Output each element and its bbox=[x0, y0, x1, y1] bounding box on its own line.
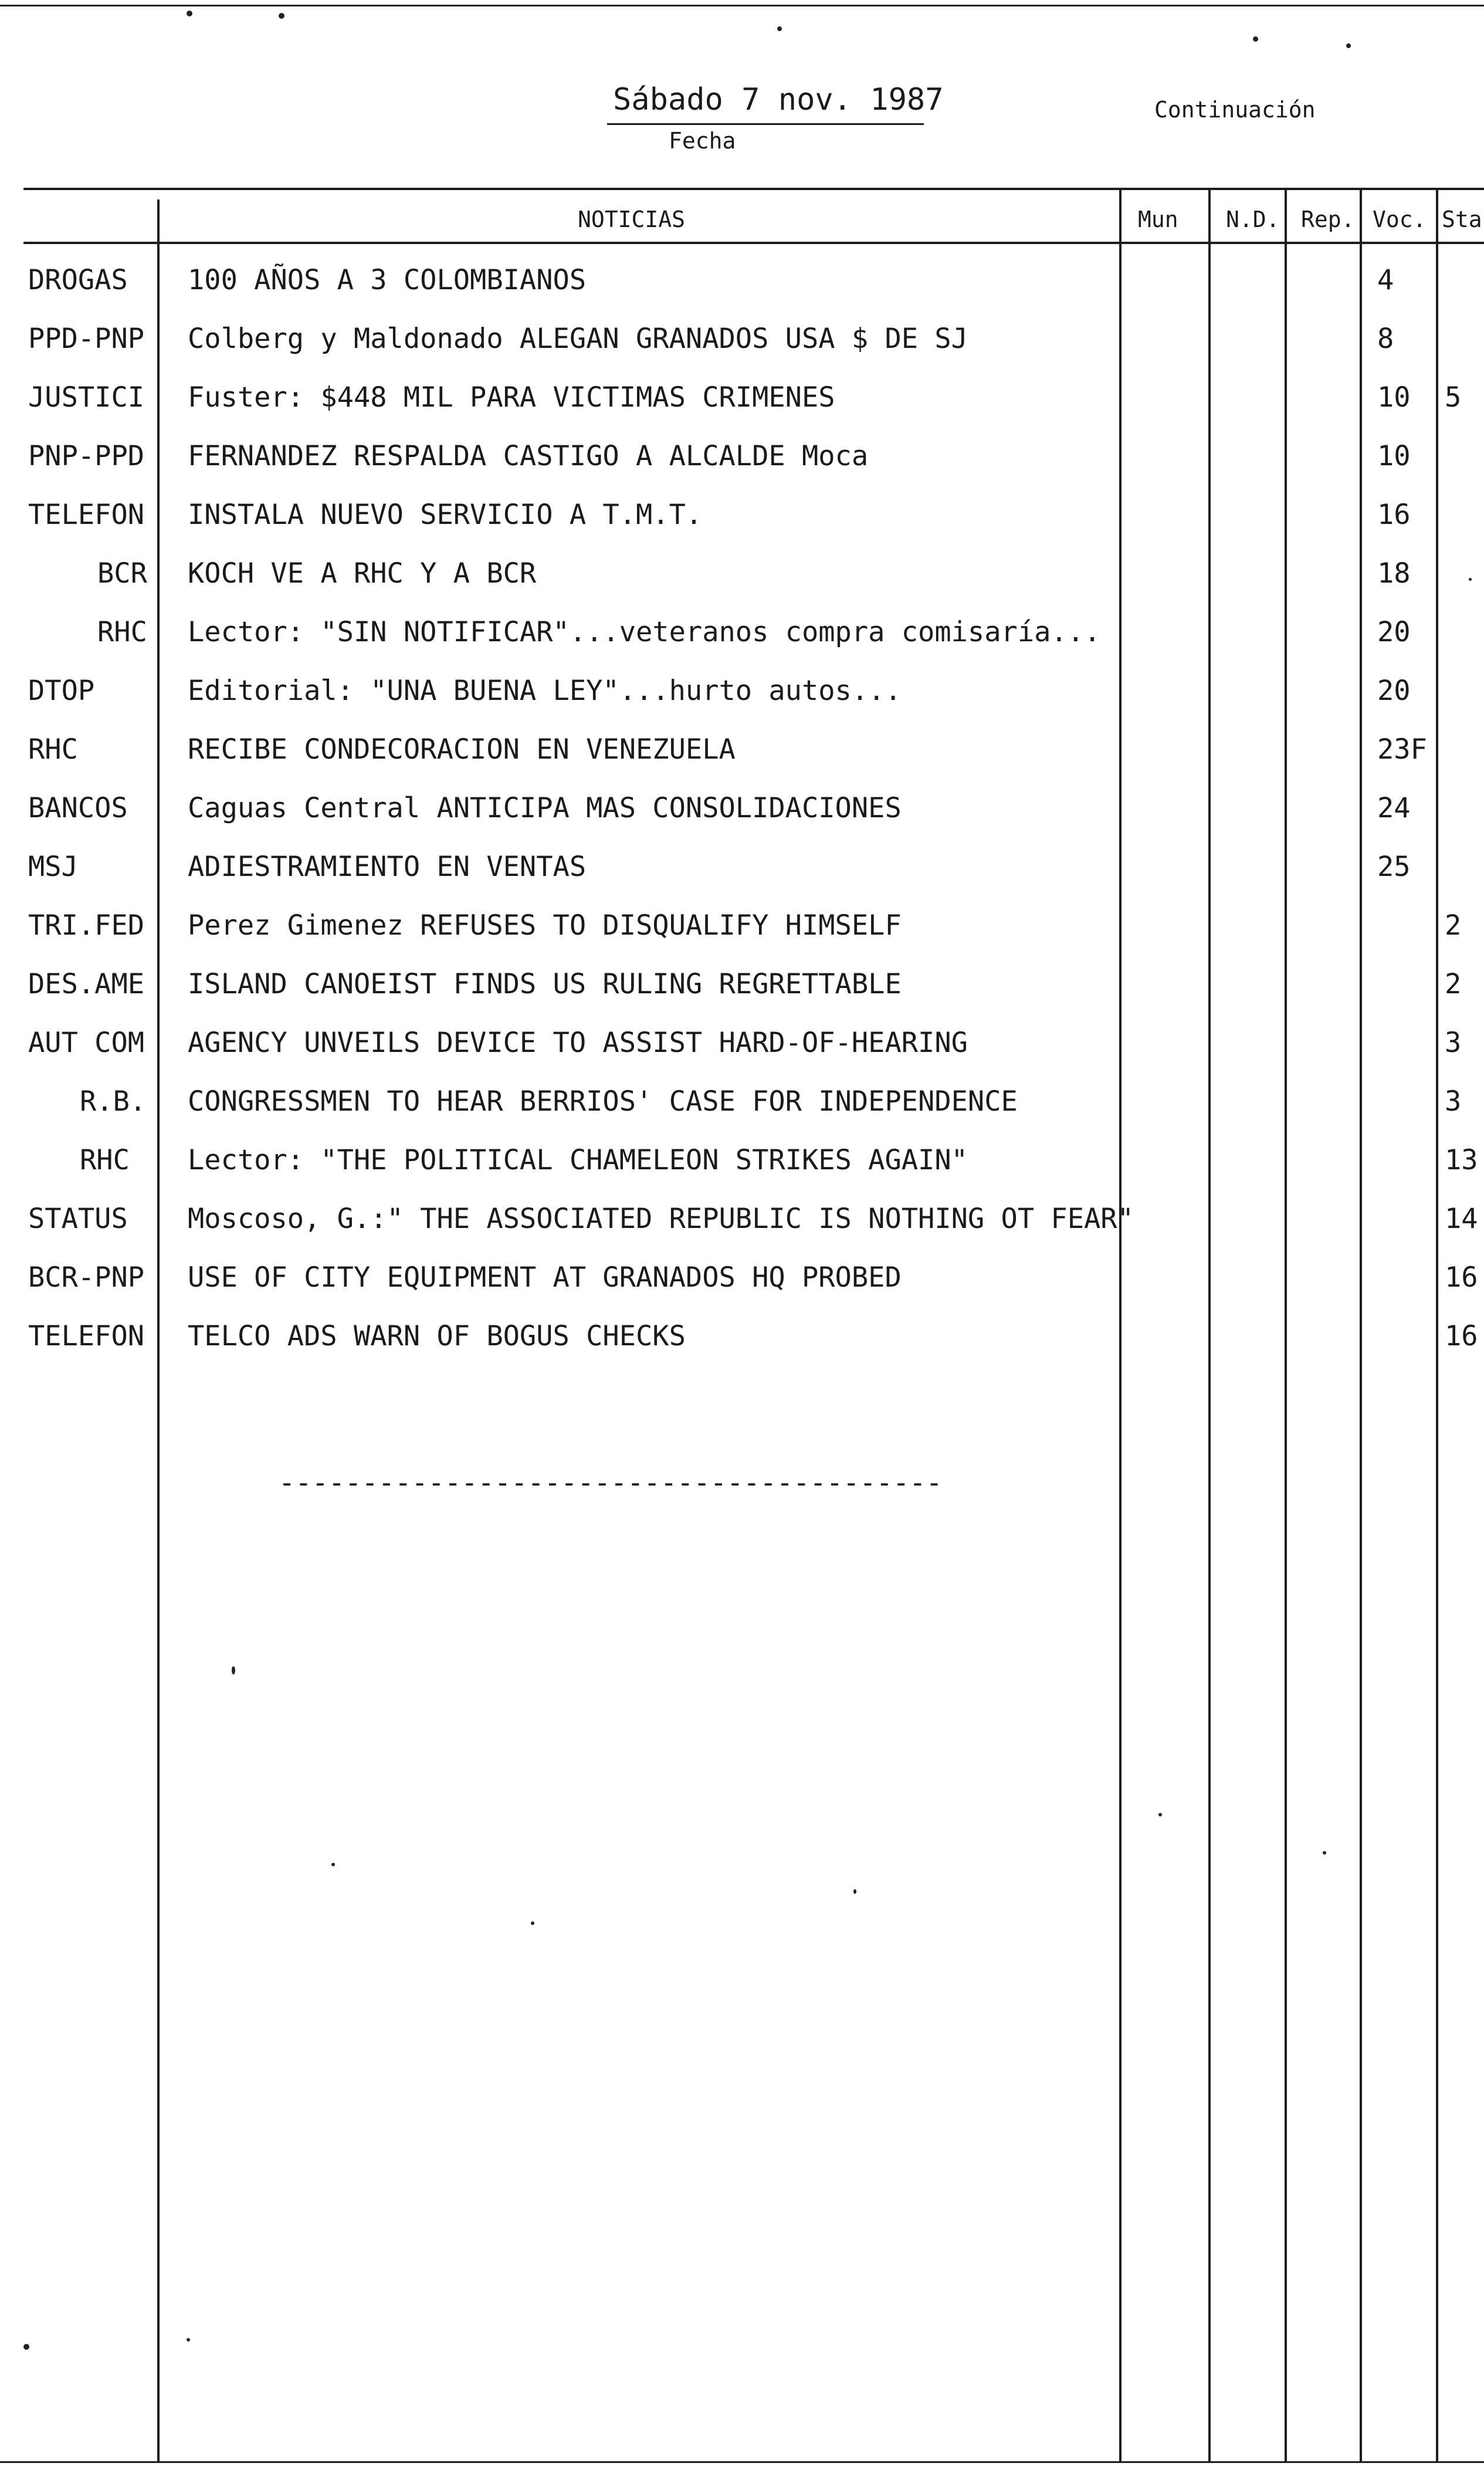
row-tag: BANCOS bbox=[28, 792, 128, 824]
col-header-noticias: NOTICIAS bbox=[578, 207, 686, 232]
table-top-rule bbox=[23, 188, 1484, 190]
scan-speck bbox=[777, 26, 782, 31]
row-headline: 100 AÑOS A 3 COLOMBIANOS bbox=[188, 264, 587, 296]
row-tag: DROGAS bbox=[28, 264, 128, 296]
rule-after-tag bbox=[157, 199, 160, 2461]
date: Sábado 7 nov. 1987 bbox=[613, 82, 944, 117]
row-tag: DES.AME bbox=[28, 968, 145, 1000]
row-sta: 5 bbox=[1445, 381, 1462, 414]
row-tag: MSJ bbox=[28, 851, 78, 883]
row-sta: 2 bbox=[1445, 968, 1462, 1000]
row-voc: 4 bbox=[1377, 264, 1394, 296]
row-tag: PNP-PPD bbox=[28, 440, 145, 472]
row-tag: R.B. bbox=[80, 1085, 147, 1118]
row-voc: 20 bbox=[1377, 675, 1411, 707]
continuation-label: Continuación bbox=[1154, 97, 1316, 123]
col-header-mun: Mun bbox=[1138, 207, 1178, 232]
col-header-voc: Voc. bbox=[1373, 207, 1427, 232]
bottom-edge-line bbox=[0, 2461, 1484, 2463]
row-sta: 16 bbox=[1445, 1261, 1478, 1294]
scan-speck bbox=[279, 13, 284, 19]
row-headline: TELCO ADS WARN OF BOGUS CHECKS bbox=[188, 1320, 686, 1352]
row-voc: 23F bbox=[1377, 733, 1427, 766]
scan-speck bbox=[232, 1666, 235, 1674]
row-headline: Caguas Central ANTICIPA MAS CONSOLIDACIONES bbox=[188, 792, 902, 824]
rule-before-mun bbox=[1119, 188, 1122, 2461]
scan-speck bbox=[23, 2344, 29, 2350]
row-headline: RECIBE CONDECORACION EN VENEZUELA bbox=[188, 733, 736, 766]
row-headline: ISLAND CANOEIST FINDS US RULING REGRETTABLE bbox=[188, 968, 902, 1000]
row-headline: Editorial: "UNA BUENA LEY"...hurto autos... bbox=[188, 675, 902, 707]
row-sta: 14 bbox=[1445, 1203, 1478, 1235]
scan-speck bbox=[331, 1863, 335, 1866]
row-sta: 2 bbox=[1445, 909, 1462, 942]
scan-speck bbox=[1346, 43, 1351, 48]
rule-before-voc bbox=[1360, 188, 1362, 2461]
scan-speck bbox=[853, 1889, 856, 1894]
scan-speck bbox=[187, 11, 192, 16]
row-headline: USE OF CITY EQUIPMENT AT GRANADOS HQ PROBED bbox=[188, 1261, 902, 1294]
row-sta: 3 bbox=[1445, 1085, 1462, 1118]
col-header-nd: N.D. bbox=[1226, 207, 1280, 232]
row-tag: PPD-PNP bbox=[28, 323, 145, 355]
row-tag: STATUS bbox=[28, 1203, 128, 1235]
row-tag: BCR bbox=[97, 557, 147, 590]
scan-speck bbox=[1469, 578, 1472, 581]
row-voc: 10 bbox=[1377, 381, 1411, 414]
row-sta: 16 bbox=[1445, 1320, 1478, 1352]
row-headline: ADIESTRAMIENTO EN VENTAS bbox=[188, 851, 587, 883]
row-headline: Lector: "THE POLITICAL CHAMELEON STRIKES AGAIN" bbox=[188, 1144, 968, 1176]
row-tag: TELEFON bbox=[28, 499, 145, 531]
col-header-sta: Sta bbox=[1442, 207, 1482, 232]
fecha-label: Fecha bbox=[669, 128, 736, 154]
row-voc: 25 bbox=[1377, 851, 1411, 883]
top-edge-line bbox=[0, 5, 1484, 6]
row-sta: 13 bbox=[1445, 1144, 1478, 1176]
row-tag: RHC bbox=[80, 1144, 130, 1176]
row-headline: CONGRESSMEN TO HEAR BERRIOS' CASE FOR INDEPENDENCE bbox=[188, 1085, 1018, 1118]
row-tag: AUT COM bbox=[28, 1027, 145, 1059]
row-headline: Lector: "SIN NOTIFICAR"...veteranos compra comisaría... bbox=[188, 616, 1101, 648]
row-headline: KOCH VE A RHC Y A BCR bbox=[188, 557, 537, 590]
row-tag: TELEFON bbox=[28, 1320, 145, 1352]
date-underline bbox=[607, 123, 924, 125]
row-headline: INSTALA NUEVO SERVICIO A T.M.T. bbox=[188, 499, 703, 531]
row-headline: Colberg y Maldonado ALEGAN GRANADOS USA $ DE SJ bbox=[188, 323, 968, 355]
scan-speck bbox=[187, 2338, 190, 2342]
row-voc: 10 bbox=[1377, 440, 1411, 472]
row-voc: 24 bbox=[1377, 792, 1411, 824]
row-voc: 16 bbox=[1377, 499, 1411, 531]
row-tag: BCR-PNP bbox=[28, 1261, 145, 1294]
row-headline: Perez Gimenez REFUSES TO DISQUALIFY HIMSELF bbox=[188, 909, 902, 942]
row-voc: 18 bbox=[1377, 557, 1411, 590]
row-tag: RHC bbox=[97, 616, 147, 648]
row-voc: 8 bbox=[1377, 323, 1394, 355]
row-tag: TRI.FED bbox=[28, 909, 145, 942]
row-tag: JUSTICI bbox=[28, 381, 145, 414]
rule-before-rep bbox=[1285, 188, 1287, 2461]
scan-speck bbox=[1158, 1813, 1162, 1816]
col-header-rep: Rep. bbox=[1301, 207, 1355, 232]
row-headline: AGENCY UNVEILS DEVICE TO ASSIST HARD-OF-HEARING bbox=[188, 1027, 968, 1059]
row-headline: Moscoso, G.:" THE ASSOCIATED REPUBLIC IS NOTHING OT FEAR" bbox=[188, 1203, 1134, 1235]
scan-speck bbox=[1323, 1851, 1326, 1855]
rule-before-nd bbox=[1208, 188, 1211, 2461]
rule-before-sta bbox=[1436, 188, 1438, 2461]
row-tag: RHC bbox=[28, 733, 78, 766]
scan-speck bbox=[531, 1921, 534, 1925]
row-tag: DTOP bbox=[28, 675, 95, 707]
row-headline: Fuster: $448 MIL PARA VICTIMAS CRIMENES bbox=[188, 381, 835, 414]
scan-speck bbox=[1253, 36, 1258, 42]
separator-dashes: ---------------------------------------- bbox=[279, 1467, 943, 1499]
row-headline: FERNANDEZ RESPALDA CASTIGO A ALCALDE Moca bbox=[188, 440, 869, 472]
row-sta: 3 bbox=[1445, 1027, 1462, 1059]
row-voc: 20 bbox=[1377, 616, 1411, 648]
header-bottom-rule bbox=[23, 242, 1484, 244]
